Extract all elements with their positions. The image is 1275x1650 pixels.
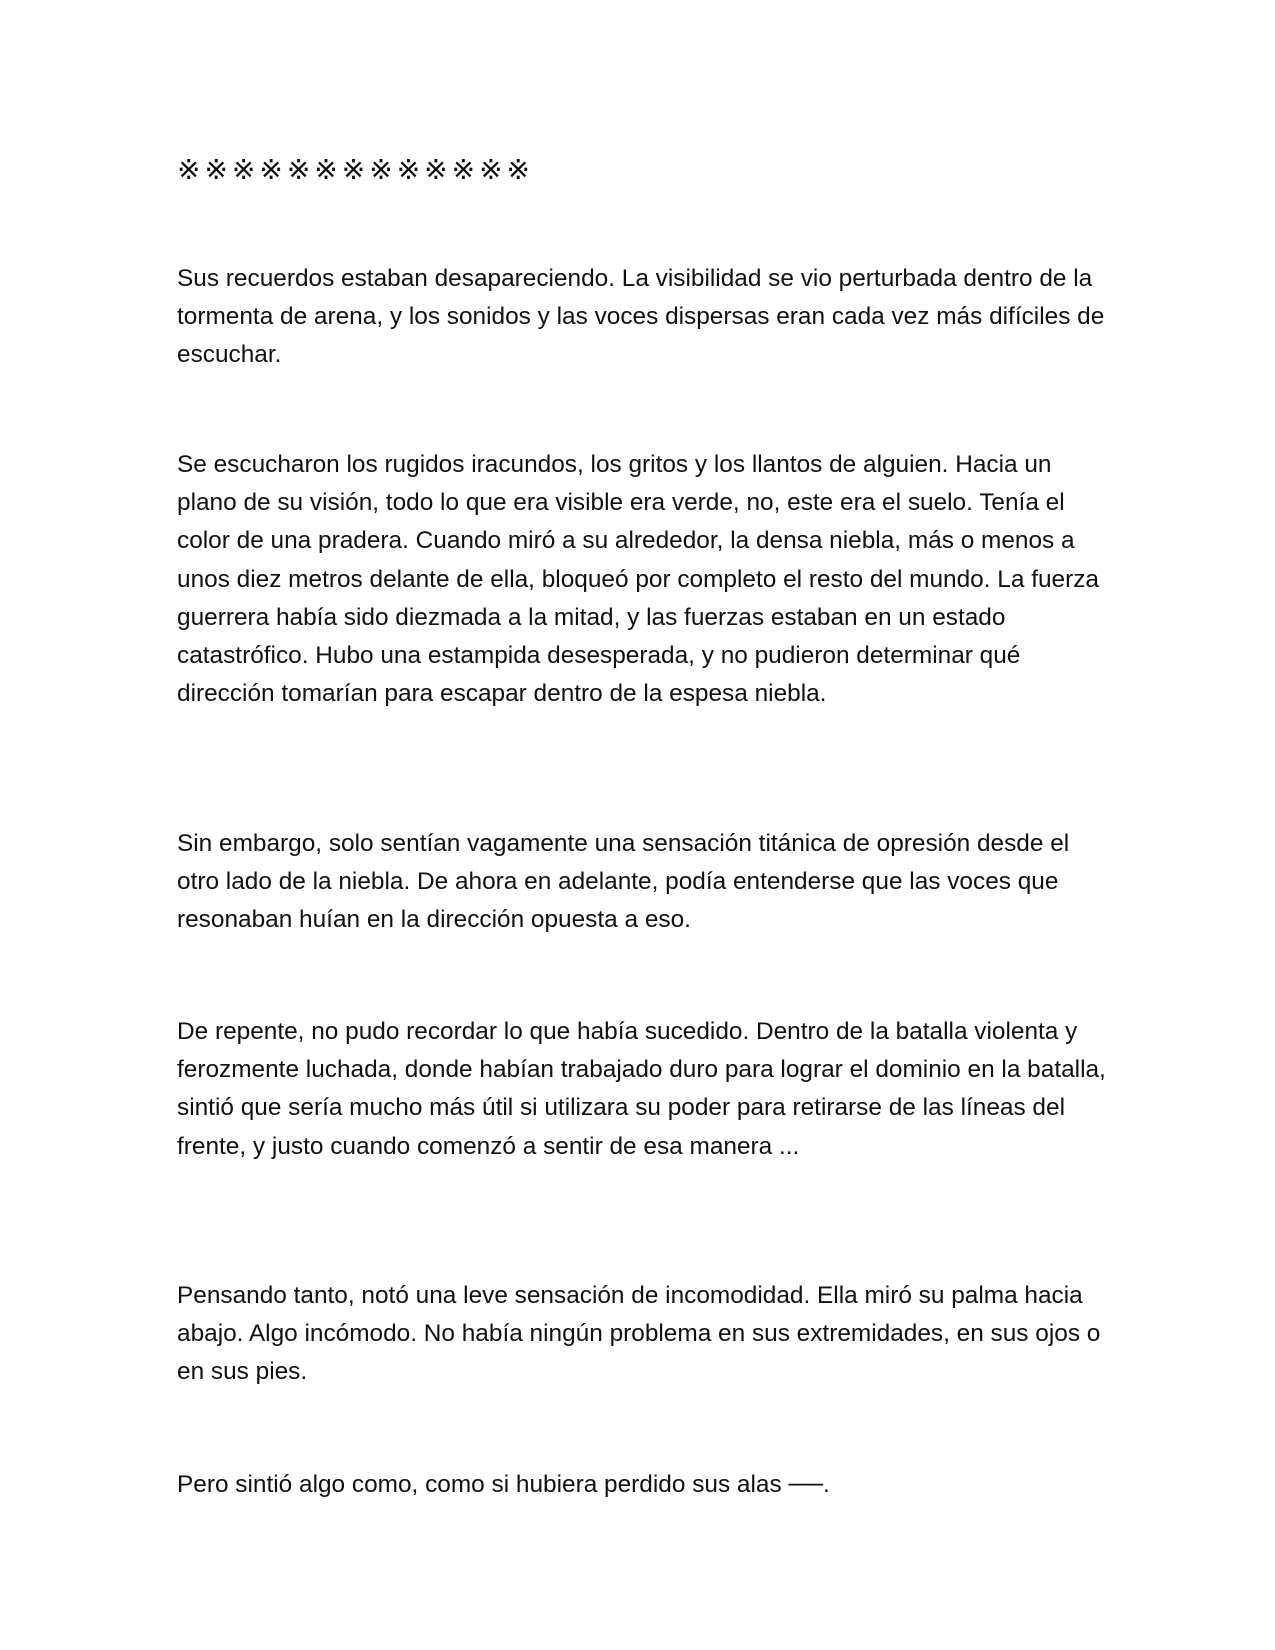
paragraph: Pensando tanto, notó una leve sensación de incomodidad. Ella miró su palma hacia abajo. Algo incómodo. No había ningún problema en sus extremidades, en sus ojos o en sus pies. — [177, 1282, 1101, 1386]
section-separator: ※※※※※※※※※※※※※ — [177, 153, 534, 186]
paragraph: Sin embargo, solo sentían vagamente una sensación titánica de opresión desde el otro lado de la niebla. De ahora en adelante, podía entenderse que las voces que resonaban huían en la dirección opuesta a eso. — [177, 830, 1070, 934]
paragraph: De repente, no pudo recordar lo que había sucedido. Dentro de la batalla violenta y ferozmente luchada, donde habían trabajado duro para lograr el dominio en la batalla, sintió que sería mucho más útil si utilizara su poder para retirarse de las líneas del frente, y justo cuando comenzó a sentir de esa manera ... — [177, 1018, 1106, 1160]
paragraph: Pero sintió algo como, como si hubiera perdido sus alas ──. — [177, 1471, 830, 1498]
paragraph: Sus recuerdos estaban desapareciendo. La visibilidad se vio perturbada dentro de la tormenta de arena, y los sonidos y las voces dispersas eran cada vez más difíciles de escuchar. — [177, 265, 1105, 369]
paragraph: Se escucharon los rugidos iracundos, los gritos y los llantos de alguien. Hacia un plano de su visión, todo lo que era visible era verde, no, este era el suelo. Tenía el color de una pradera. Cuando miró a su alrededor, la densa niebla, más o menos a unos diez metros delante de ella, bloqueó por completo el resto del mundo. La fuerza guerrera había sido diezmada a la mitad, y las fuerzas estaban en un estado catastrófico. Hubo una estampida desesperada, y no pudieron determinar qué dirección tomarían para escapar dentro de la espesa niebla. — [177, 451, 1099, 708]
